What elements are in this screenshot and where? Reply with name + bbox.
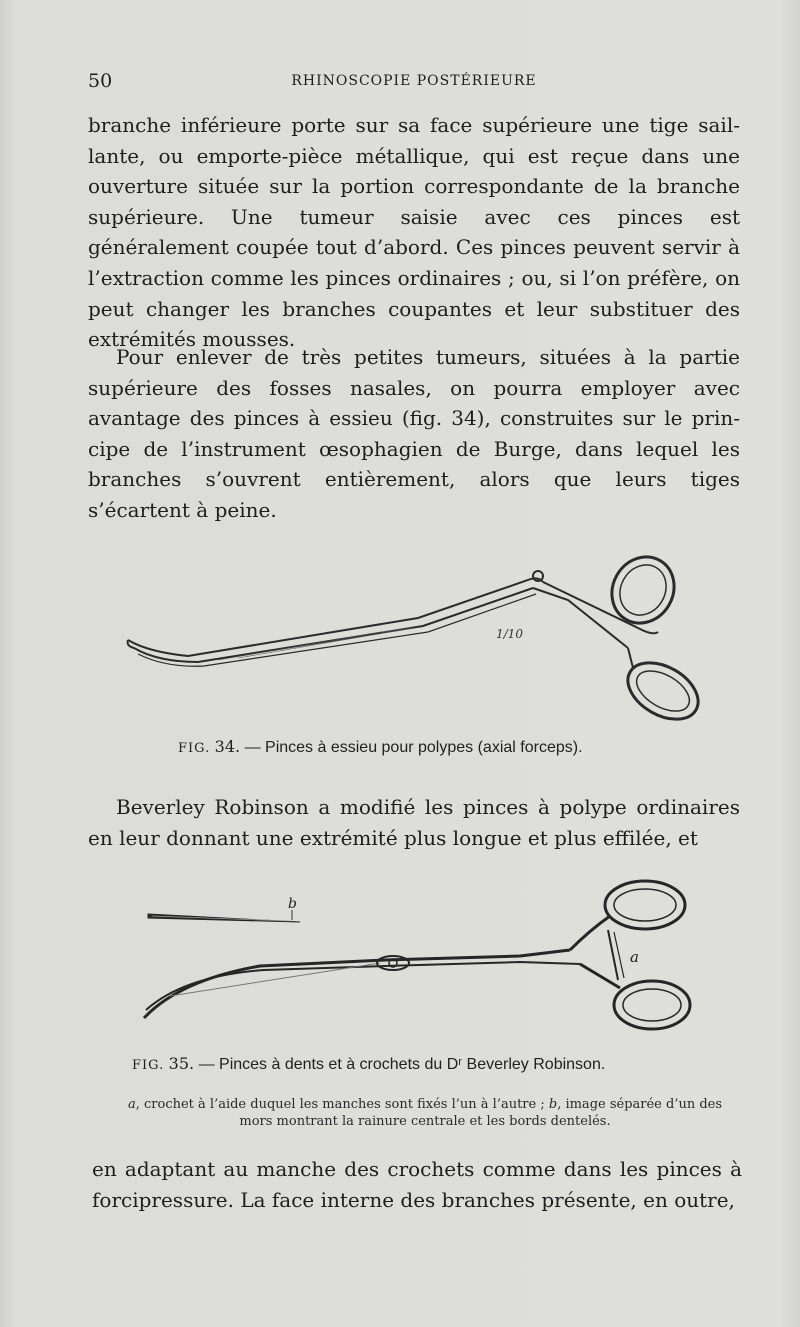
figure-35-caption [132, 1054, 605, 1074]
figure-34-caption [178, 737, 583, 757]
legend-b-text: , image séparée d’un des mors montrant la rainure centrale et les bords dentelés. [239, 1097, 723, 1129]
figure-35-caption-text: — Pinces à dents et à crochets du Dʳ Beverley Robinson. [198, 1056, 606, 1073]
figure-35-marker-a: a [630, 948, 639, 966]
figure-35-number: 35. [168, 1054, 195, 1073]
robinson-forceps-drawing [140, 870, 700, 1040]
paragraph-2: Pour enlever de très petites tumeurs, situées à la partie supérieure des fosses nasales, on pourra employer avec avantage des pinces à essieu (fig. 34), construites sur le principe de l’instrument œsophagien de Burge, dans lequel les branches s’ouvrent entièrement, alors que leurs tiges s’écartent à peine. [88, 345, 740, 522]
running-title: RHINOSCOPIE POSTÉRIEURE [291, 73, 537, 89]
legend-a-marker: a [127, 1097, 136, 1112]
paragraph-1: branche inférieure porte sur sa face supérieure une tige saillante, ou emporte-pièce métallique, qui est reçue dans une ouverture située sur la portion correspondante de la branche supérieure. Une tumeur saisie avec ces pinces est généralement coupée tout d’abord. Ces pinces peuvent servir à l’extraction comme les pinces ordinaires ; ou, si l’on préfère, on peut changer les branches coupantes et leur substituer des extrémités mousses. [88, 113, 740, 352]
legend-b-marker: b [548, 1097, 558, 1112]
figure-35-illustration [140, 870, 700, 1040]
scale-mark: 1/10 [496, 627, 523, 641]
figure-35-label: FIG. [132, 1058, 165, 1073]
paragraph-3: Beverley Robinson a modifié les pinces à polype ordinaires en leur donnant une extrémité plus longue et plus effilée, et [88, 795, 740, 850]
legend-a-text: , crochet à l’aide duquel les manches sont fixés l’un à l’autre ; [135, 1097, 549, 1112]
page-number: 50 [88, 70, 113, 92]
figure-34-illustration [118, 548, 718, 733]
page-header [88, 70, 740, 96]
figure-34-caption-text: — Pinces à essieu pour polypes (axial forceps). [244, 739, 583, 756]
figure-34-label: FIG. [178, 741, 211, 756]
figure-34-number: 34. [214, 737, 241, 756]
figure-35-legend [112, 1096, 738, 1130]
figure-35-marker-b: b [288, 896, 297, 912]
axial-forceps-drawing [118, 548, 718, 733]
paragraph-4: en adaptant au manche des crochets comme dans les pinces à forcipressure. La face interne des branches présente, en outre, [92, 1157, 742, 1212]
